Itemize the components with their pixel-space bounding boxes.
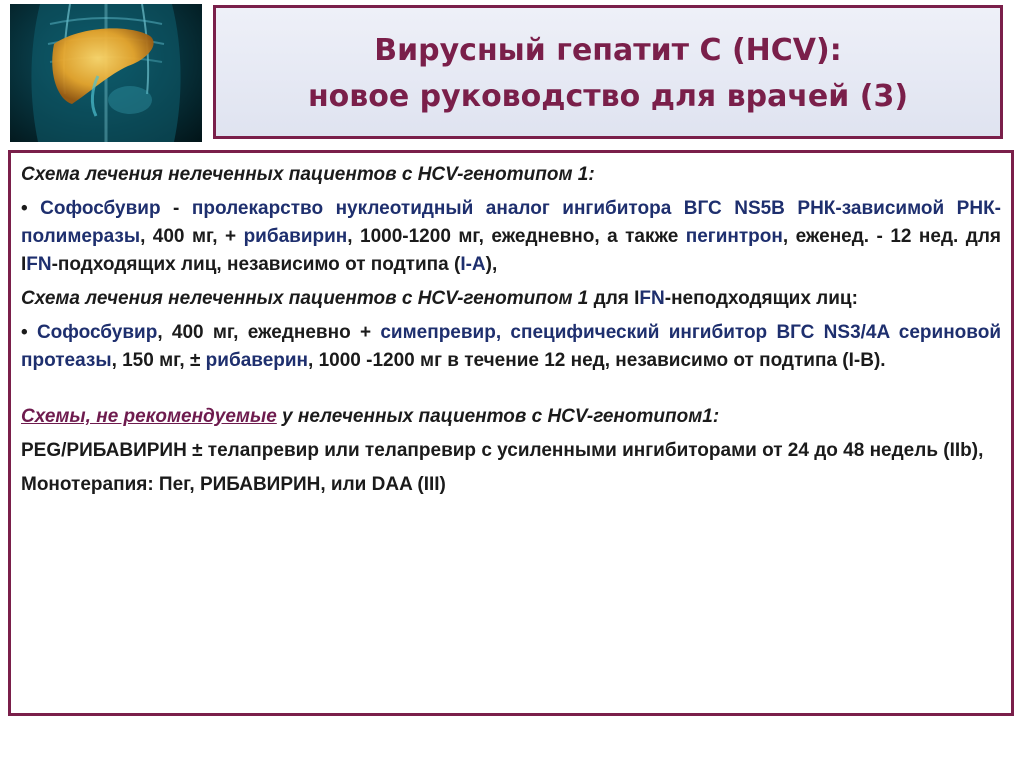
evidence-grade: I-A [460,254,486,275]
dose-text: , 1000-1200 мг, ежедневно, а также [347,226,686,247]
body-text: , 1000 -1200 мг в течение 12 нед, независимо от подтипа (I-B). [308,350,886,371]
bullet-marker: • [21,322,37,343]
body-text: , еженед. - 12 нед. для I [21,226,1001,275]
drug-name: рибаверин [205,350,309,371]
scheme-heading-text: Схема лечения нелеченных пациентов с HCV-генотипом 1 [21,288,589,309]
slide-title-line-1: Вирусный гепатит С (HCV): [374,33,842,68]
dose-text: , 400 мг, + [140,226,244,247]
dash-text: - [160,198,192,219]
drug-name: Софосбувир [36,322,158,343]
ifn-text: FN [639,288,665,309]
dose-text: , 400 мг, ежедневно + [157,322,381,343]
slide-title-line-2: новое руководство для врачей (3) [307,79,909,114]
torso-liver-illustration [10,4,202,142]
body-text: для I [588,288,640,309]
drug-name: пегинтрон [685,226,783,247]
scheme-heading-1: Схема лечения нелеченных пациентов с HCV-генотипом 1: [21,164,595,185]
liver-xray-image [10,4,202,142]
bullet-marker: • [21,198,41,219]
peg-ribavirin-line: PEG/РИБАВИРИН ± телапревир или телапревир с усиленными ингибиторами от 24 до 48 недель (IIb), [21,440,984,461]
body-text: ), [485,254,498,275]
not-recommended-label: Схемы, не рекомендуемые [21,406,277,427]
bullet-sofosbuvir-simeprevir [21,319,1001,375]
slide-title-box [213,5,1003,139]
drug-description: симепревир, специфический ингибитор ВГС NS3/4A сериновой протеазы [21,322,1001,371]
drug-description: пролекарство нуклеотидный аналог ингибитора ВГС NS5B РНК-зависимой РНК-полимеразы [21,198,1001,247]
scheme-heading-2 [21,285,1001,313]
bullet-sofosbuvir-ribavirin [21,195,1001,279]
body-text: -подходящих лиц, независимо от подтипа ( [51,254,461,275]
not-recommended-heading [21,403,1001,431]
drug-name: Софосбувир [40,198,161,219]
drug-name: рибавирин [243,226,348,247]
dose-text: , 150 мг, ± [111,350,206,371]
body-text: -неподходящих лиц: [664,288,858,309]
ifn-text: FN [26,254,52,275]
not-recommended-rest: у нелеченных пациентов с HCV-генотипом1: [276,406,720,427]
content-box [8,150,1014,716]
monotherapy-line: Монотерапия: Пег, РИБАВИРИН, или DAA (III) [21,474,446,495]
